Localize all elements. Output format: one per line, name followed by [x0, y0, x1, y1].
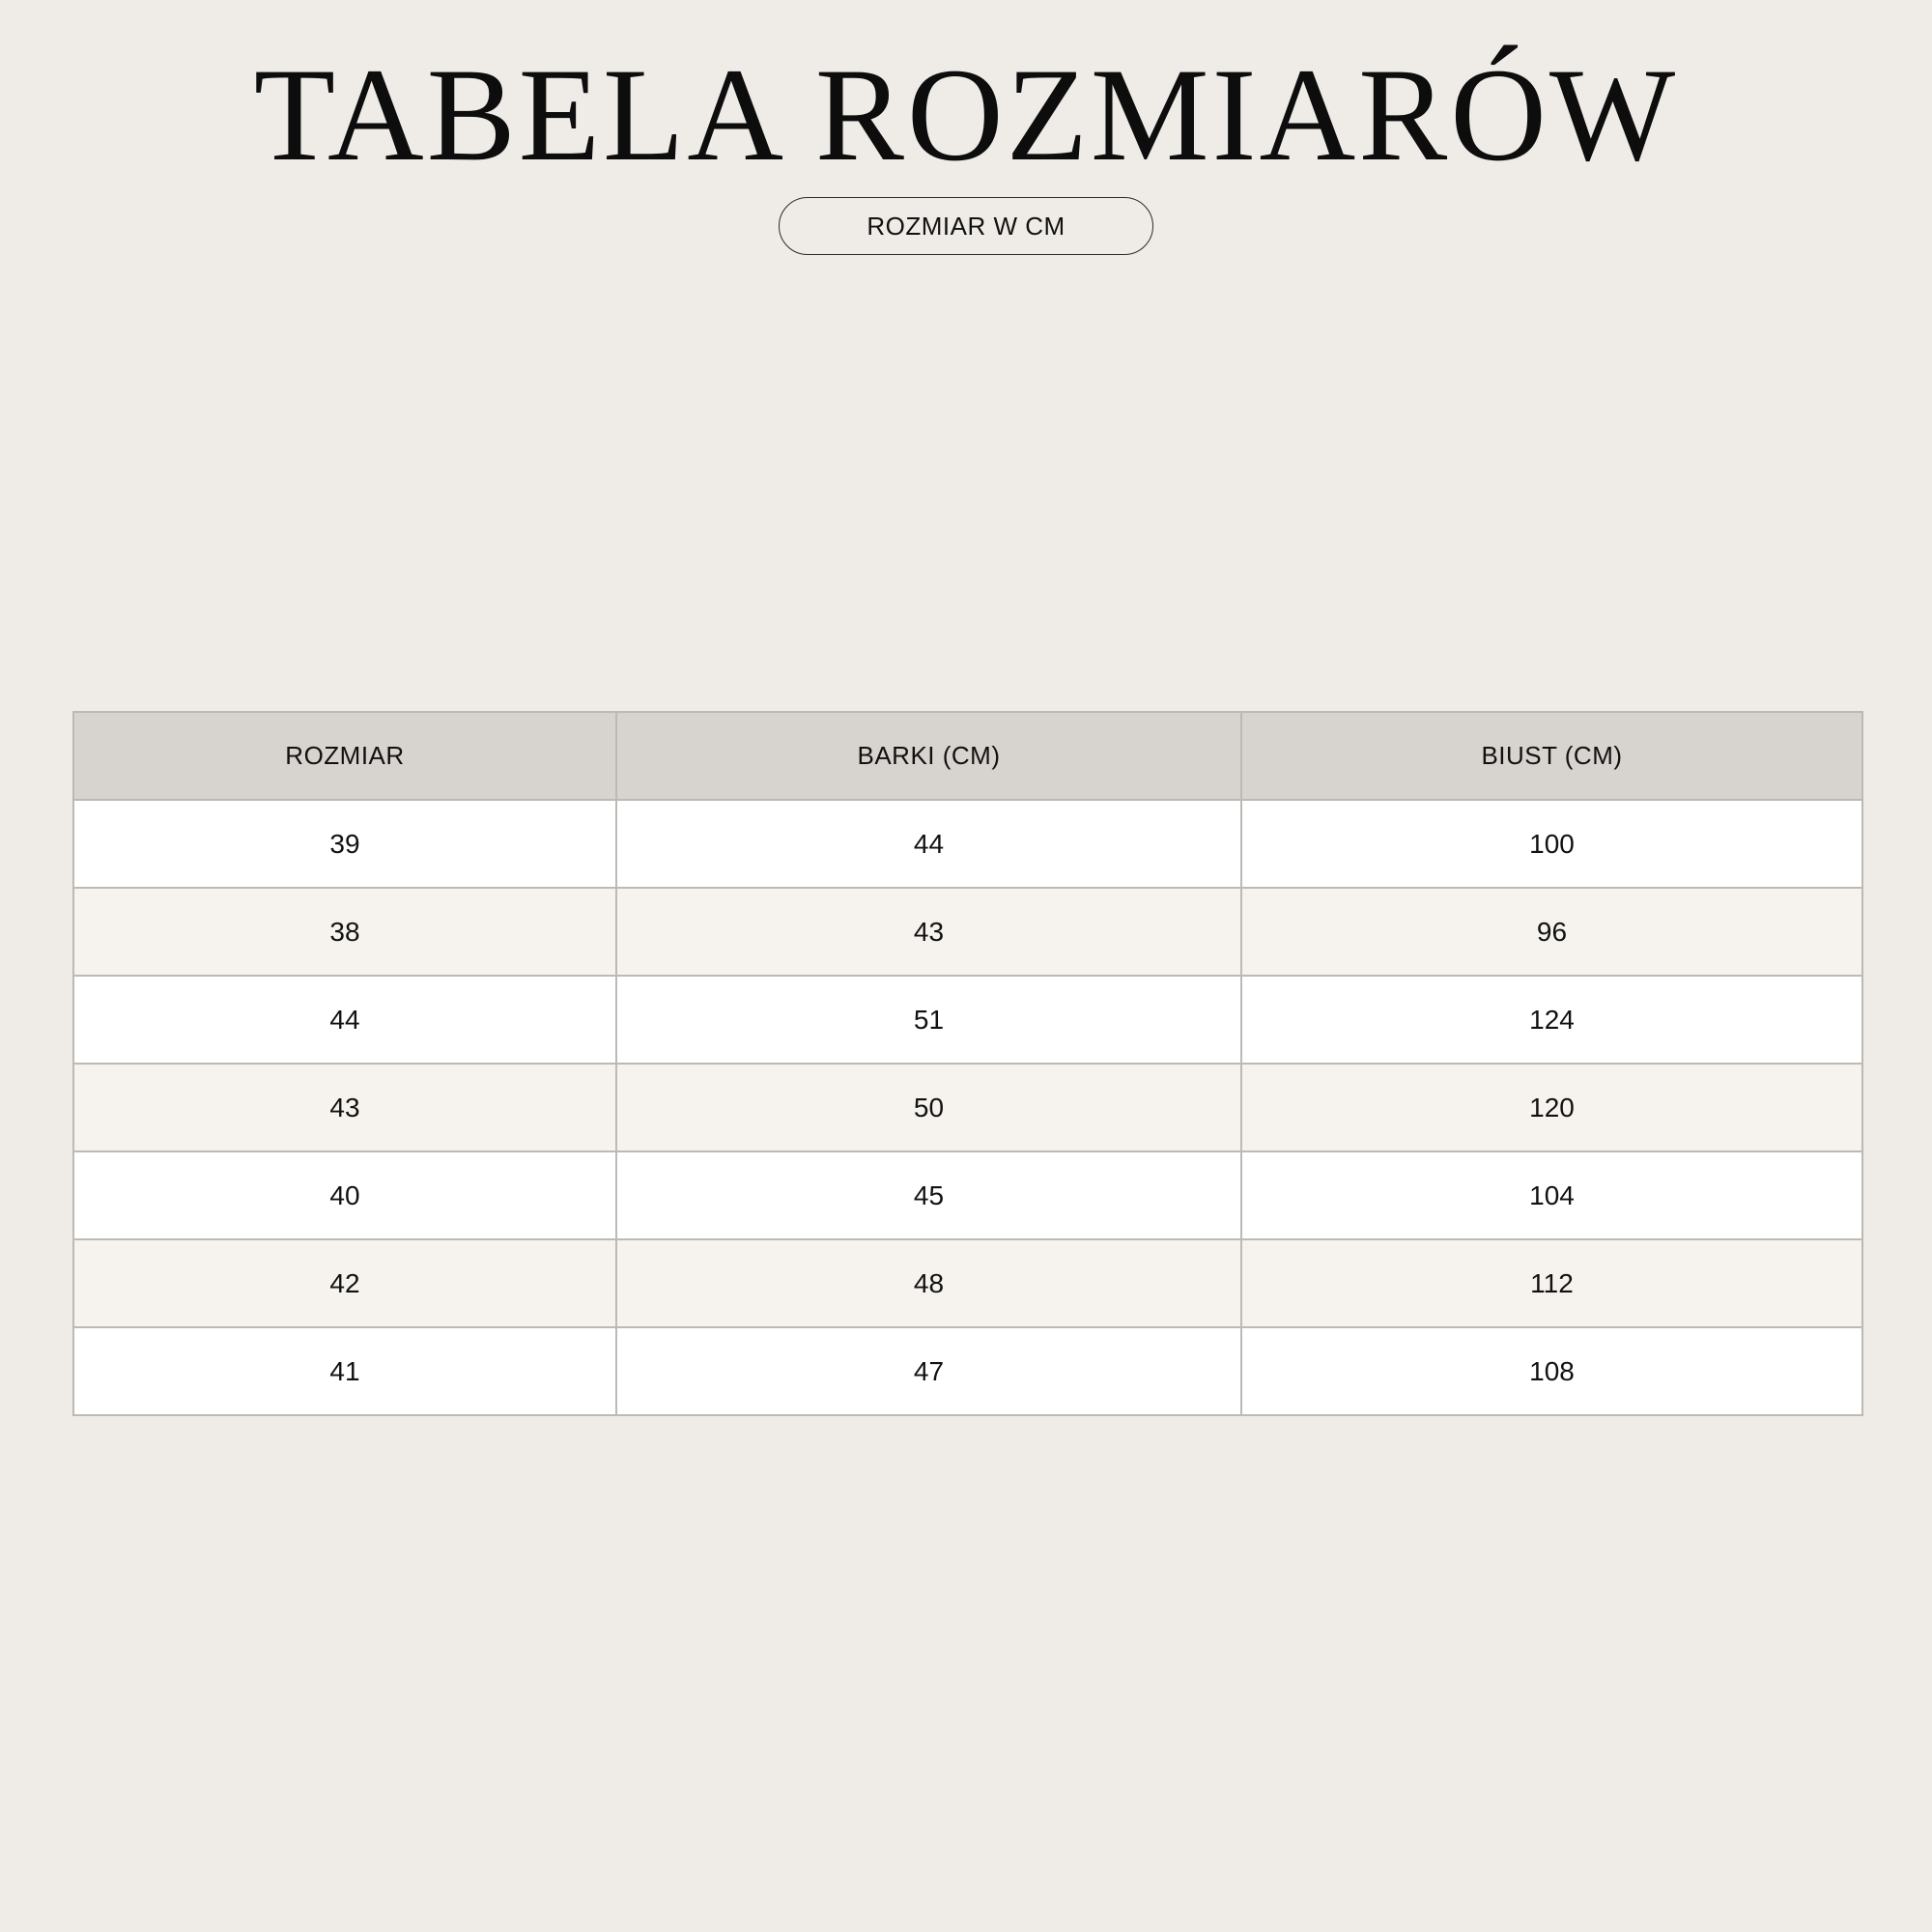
cell-size: 41	[73, 1327, 616, 1415]
cell-size: 39	[73, 800, 616, 888]
cell-shoulders: 51	[616, 976, 1241, 1064]
cell-shoulders: 45	[616, 1151, 1241, 1239]
cell-shoulders: 44	[616, 800, 1241, 888]
cell-shoulders: 50	[616, 1064, 1241, 1151]
table-row	[73, 1064, 1862, 1151]
cell-size: 44	[73, 976, 616, 1064]
table-row	[73, 1151, 1862, 1239]
size-table	[72, 711, 1863, 1416]
table-row	[73, 800, 1862, 888]
cell-shoulders: 48	[616, 1239, 1241, 1327]
page-title: TABELA ROZMIARÓW	[253, 41, 1679, 188]
cell-bust: 112	[1241, 1239, 1862, 1327]
cell-shoulders: 43	[616, 888, 1241, 976]
table-row	[73, 1327, 1862, 1415]
column-header-size: ROZMIAR	[73, 712, 616, 800]
column-header-bust: BIUST (CM)	[1241, 712, 1862, 800]
table-row	[73, 888, 1862, 976]
table-row	[73, 976, 1862, 1064]
cell-bust: 96	[1241, 888, 1862, 976]
cell-size: 42	[73, 1239, 616, 1327]
unit-badge-label: ROZMIAR W CM	[867, 211, 1065, 241]
column-header-shoulders: BARKI (CM)	[616, 712, 1241, 800]
cell-bust: 108	[1241, 1327, 1862, 1415]
cell-bust: 120	[1241, 1064, 1862, 1151]
cell-size: 43	[73, 1064, 616, 1151]
cell-size: 38	[73, 888, 616, 976]
cell-bust: 124	[1241, 976, 1862, 1064]
table-header-row	[73, 712, 1862, 800]
unit-badge	[779, 197, 1153, 255]
cell-bust: 104	[1241, 1151, 1862, 1239]
cell-size: 40	[73, 1151, 616, 1239]
table-row	[73, 1239, 1862, 1327]
cell-bust: 100	[1241, 800, 1862, 888]
cell-shoulders: 47	[616, 1327, 1241, 1415]
